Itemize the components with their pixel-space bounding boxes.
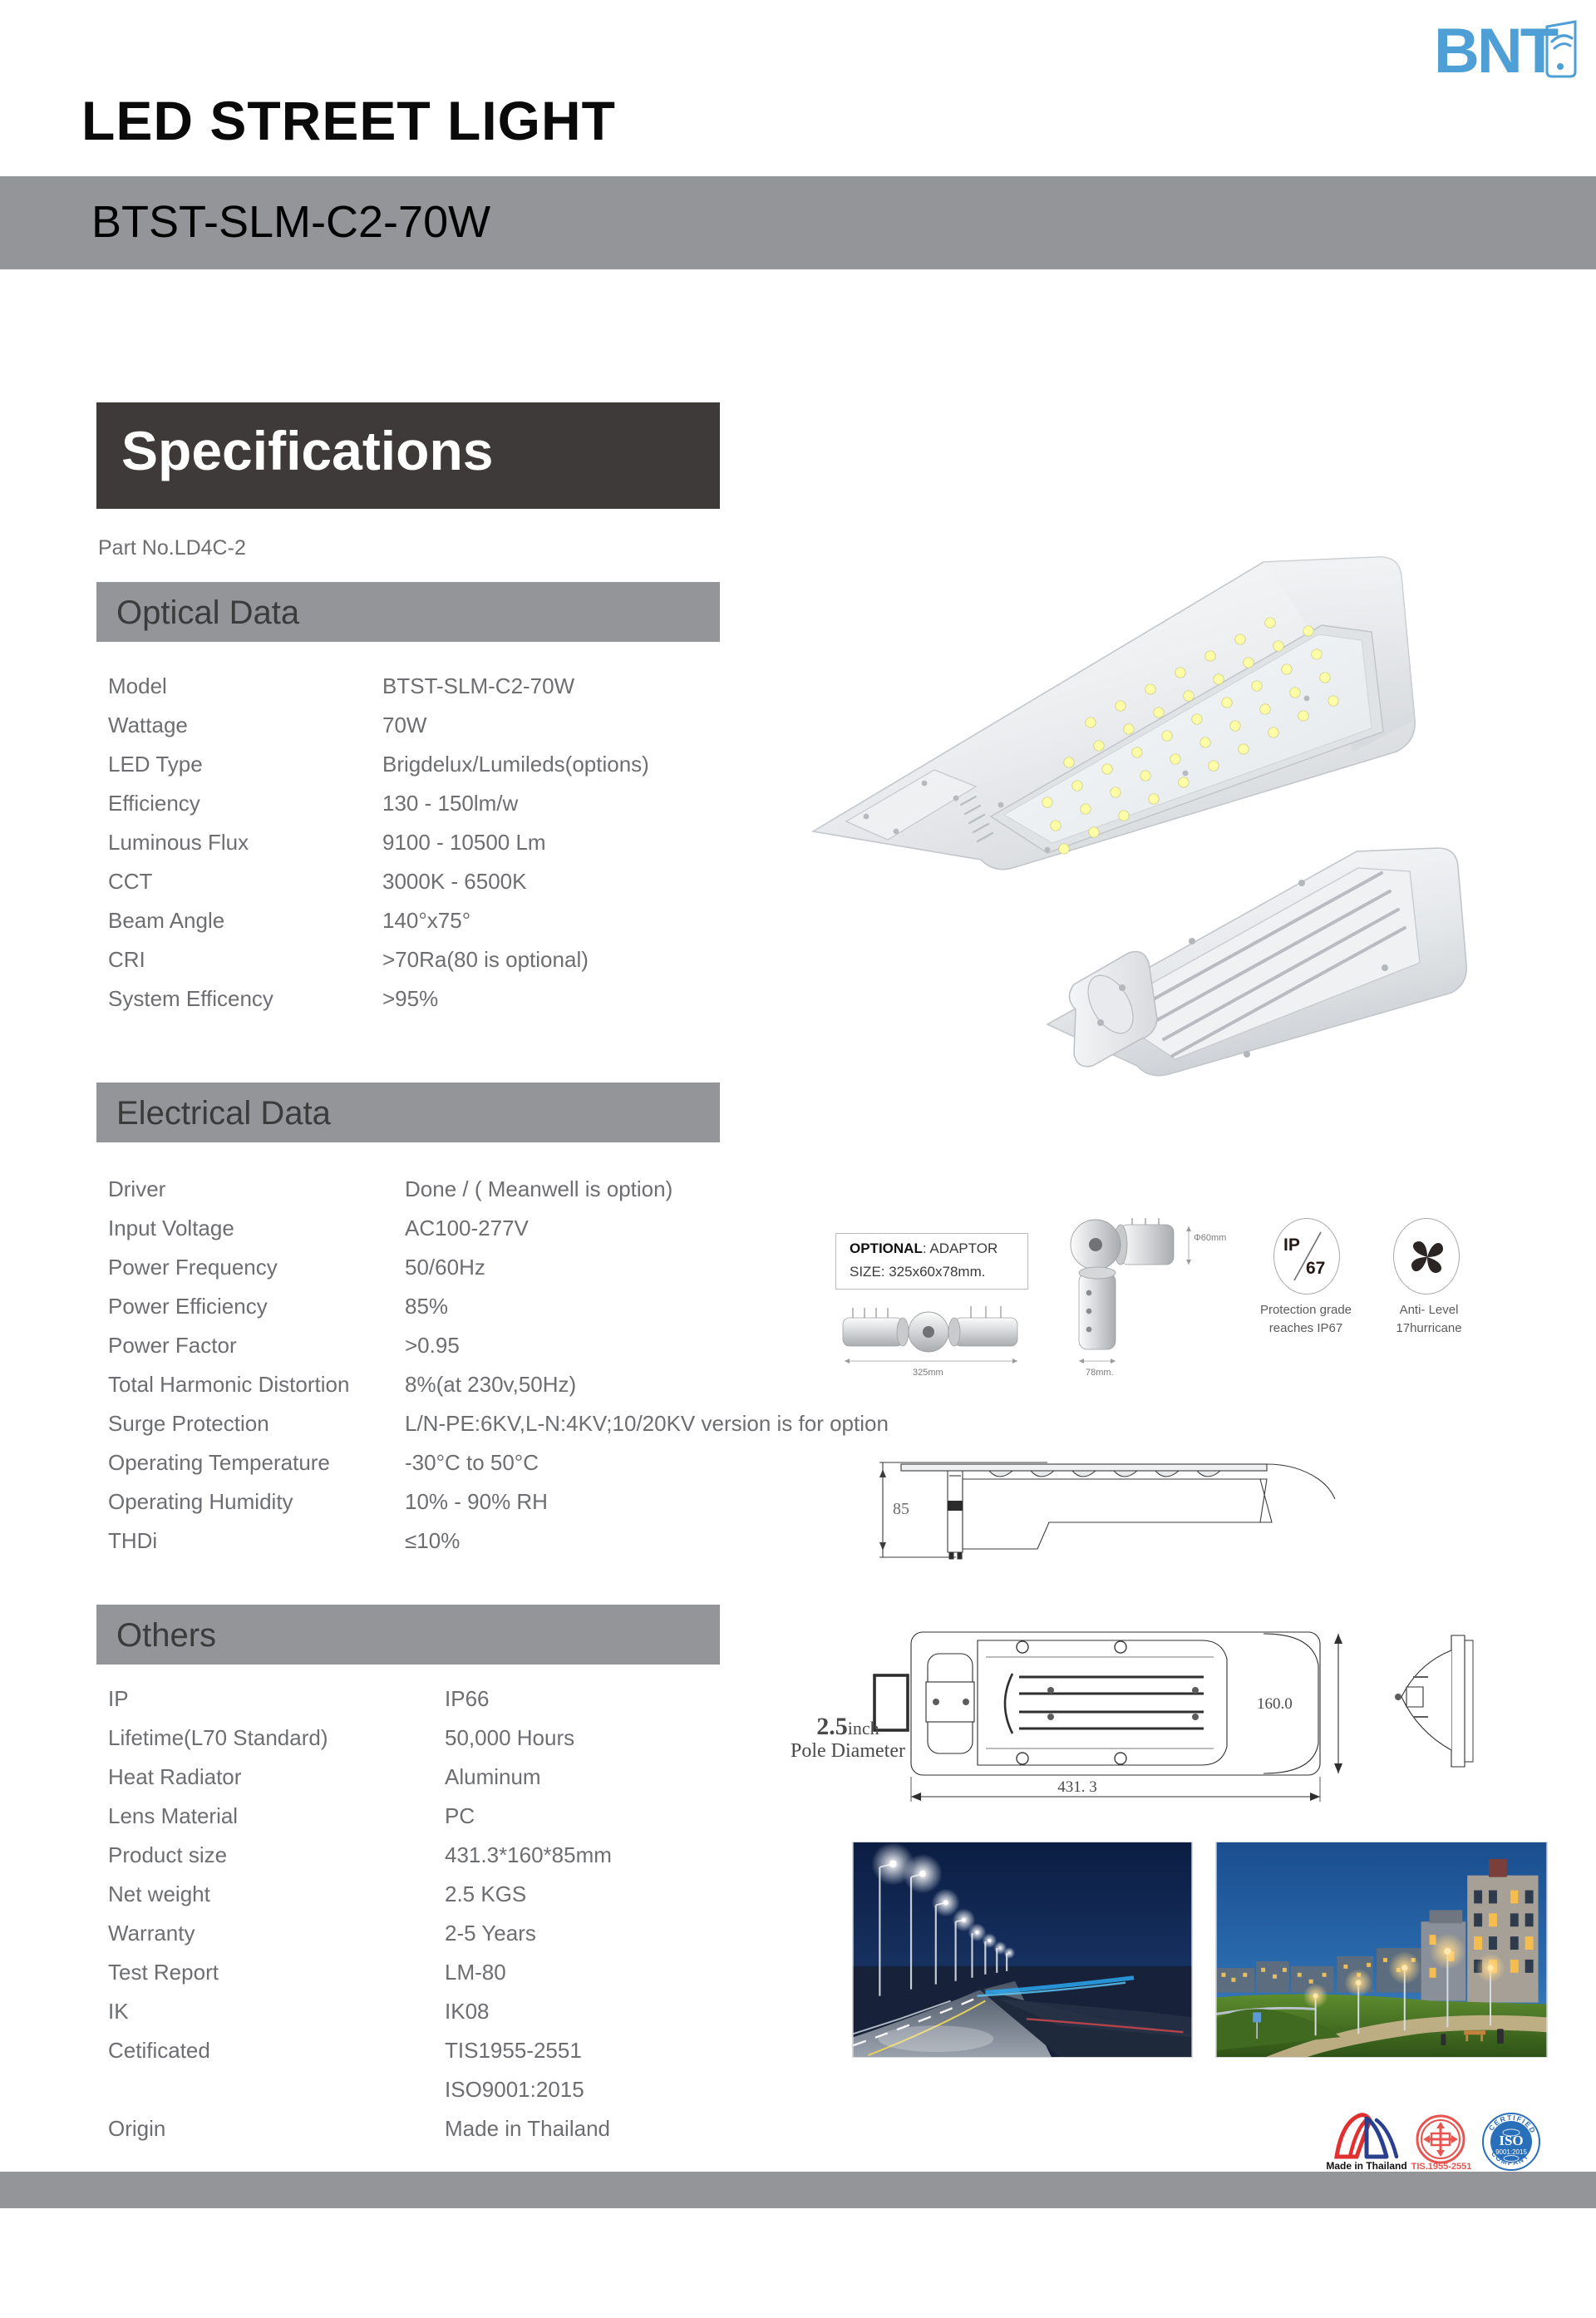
spec-key: Power Frequency bbox=[108, 1255, 278, 1280]
section-label-optical: Optical Data bbox=[116, 594, 300, 631]
spec-row bbox=[0, 1960, 831, 1999]
spec-value: 85% bbox=[405, 1294, 449, 1319]
fan-propeller-icon bbox=[1393, 1218, 1460, 1295]
spec-value: 50/60Hz bbox=[405, 1255, 485, 1280]
technical-drawing-side-elevation bbox=[856, 1451, 1521, 1576]
spec-value: 9100 - 10500 Lm bbox=[382, 830, 546, 855]
badge-hurricane-caption: Anti- Level 17hurricane bbox=[1396, 1303, 1462, 1335]
footer-bar bbox=[0, 2172, 1596, 2208]
spec-value: Aluminum bbox=[445, 1764, 541, 1789]
spec-row bbox=[0, 1489, 831, 1528]
spec-row bbox=[0, 830, 831, 869]
ip-rating-icon bbox=[1273, 1218, 1340, 1295]
side-height-dimension: 85 bbox=[893, 1500, 909, 1518]
spec-key: System Efficency bbox=[108, 986, 273, 1011]
optional-adaptor-block bbox=[831, 1210, 1513, 1376]
spec-value: Done / ( Meanwell is option) bbox=[405, 1176, 673, 1201]
spec-value: 130 - 150lm/w bbox=[382, 791, 519, 816]
pole-size-value: 2.5 bbox=[816, 1713, 848, 1740]
plan-width-dimension: 431. 3 bbox=[1057, 1778, 1097, 1796]
spec-key: Warranty bbox=[108, 1921, 195, 1946]
spec-value: L/N-PE:6KV,L-N:4KV;10/20KV version is for option bbox=[405, 1411, 889, 1436]
made-in-thailand-caption: Made in Thailand bbox=[1326, 2160, 1407, 2172]
badge-ip67-caption: Protection grade reaches IP67 bbox=[1259, 1303, 1352, 1335]
spec-key: Lifetime(L70 Standard) bbox=[108, 1725, 328, 1750]
spec-key: Efficiency bbox=[108, 791, 200, 816]
spec-value: ISO9001:2015 bbox=[445, 2077, 584, 2102]
spec-value: 431.3*160*85mm bbox=[445, 1842, 612, 1867]
spec-row bbox=[0, 1294, 831, 1333]
pole-diameter-label: Pole Diameter bbox=[791, 1740, 905, 1762]
spec-row bbox=[0, 986, 831, 1025]
spec-value: PC bbox=[445, 1803, 475, 1828]
optional-adaptor-size: SIZE: 325x60x78mm. bbox=[850, 1264, 986, 1280]
spec-key: Surge Protection bbox=[108, 1411, 269, 1436]
spec-key: Total Harmonic Distortion bbox=[108, 1372, 350, 1397]
spec-key: CCT bbox=[108, 869, 153, 894]
adaptor-drawing-vertical bbox=[1049, 1218, 1215, 1373]
adaptor-depth-dimension: 78mm. bbox=[1086, 1368, 1114, 1378]
spec-key: Product size bbox=[108, 1842, 228, 1867]
page-title: LED STREET LIGHT bbox=[81, 90, 616, 151]
spec-row bbox=[0, 1372, 831, 1411]
spec-key: Heat Radiator bbox=[108, 1764, 242, 1789]
highway-night-photo bbox=[852, 1842, 1193, 2058]
adaptor-length-dimension: 325mm bbox=[913, 1368, 943, 1378]
iso-caption-bottom: COMPANY bbox=[1490, 2149, 1531, 2168]
section-label-others: Others bbox=[116, 1617, 217, 1654]
pole-size-unit: inch bbox=[847, 1718, 879, 1738]
optional-value: : ADAPTOR bbox=[922, 1240, 998, 1256]
plan-depth-dimension: 160.0 bbox=[1257, 1695, 1293, 1713]
tis-standard-caption: TIS.1955-2551 bbox=[1411, 2162, 1472, 2172]
spec-row bbox=[0, 1803, 831, 1842]
spec-value: 3000K - 6500K bbox=[382, 869, 527, 894]
spec-key: THDi bbox=[108, 1528, 158, 1553]
spec-row bbox=[0, 1528, 831, 1567]
spec-row bbox=[0, 1176, 831, 1216]
spec-value: ≤10% bbox=[405, 1528, 461, 1553]
spec-row bbox=[0, 947, 831, 986]
made-in-thailand-logo bbox=[1326, 2112, 1407, 2172]
spec-row bbox=[0, 2116, 831, 2155]
spec-row bbox=[0, 2038, 831, 2077]
part-number: Part No.LD4C-2 bbox=[98, 536, 246, 560]
iso-certified-logo bbox=[1481, 2112, 1541, 2176]
spec-row bbox=[0, 1999, 831, 2038]
spec-row bbox=[0, 1450, 831, 1489]
spec-value: Made in Thailand bbox=[445, 2116, 610, 2141]
spec-value: >70Ra(80 is optional) bbox=[382, 947, 589, 972]
bnt-logo-wordmark: BNT bbox=[1434, 16, 1557, 86]
spec-key: IP bbox=[108, 1686, 129, 1711]
spec-key: Net weight bbox=[108, 1882, 210, 1906]
spec-value: -30°C to 50°C bbox=[405, 1450, 539, 1475]
spec-value: 2-5 Years bbox=[445, 1921, 536, 1946]
spec-row bbox=[0, 1686, 831, 1725]
spec-key: Input Voltage bbox=[108, 1216, 234, 1240]
spec-value: 8%(at 230v,50Hz) bbox=[405, 1372, 577, 1397]
model-number: BTST-SLM-C2-70W bbox=[91, 197, 491, 247]
residential-park-night-photo bbox=[1215, 1842, 1548, 2058]
spec-key: Model bbox=[108, 673, 167, 698]
spec-table-others bbox=[0, 1686, 831, 2155]
badge-ip67 bbox=[1259, 1218, 1352, 1335]
spec-key: Wattage bbox=[108, 713, 188, 737]
bnt-logo bbox=[1434, 15, 1575, 88]
spec-key: LED Type bbox=[108, 752, 203, 777]
optional-adaptor-callout bbox=[835, 1233, 1028, 1290]
ip-label: IP bbox=[1283, 1235, 1300, 1255]
spec-row bbox=[0, 2077, 831, 2116]
spec-row bbox=[0, 791, 831, 830]
spec-value: 70W bbox=[382, 713, 427, 737]
spec-row bbox=[0, 1921, 831, 1960]
specifications-title: Specifications bbox=[121, 420, 494, 481]
spec-value: >95% bbox=[382, 986, 439, 1011]
spec-table-optical bbox=[0, 673, 831, 1025]
spec-key: Operating Temperature bbox=[108, 1450, 330, 1475]
pole-diameter-callout bbox=[769, 1713, 927, 1763]
spec-value: 2.5 KGS bbox=[445, 1882, 527, 1906]
spec-row bbox=[0, 869, 831, 908]
spec-row bbox=[0, 1764, 831, 1803]
spec-row bbox=[0, 1882, 831, 1921]
spec-row bbox=[0, 908, 831, 947]
spec-value: 50,000 Hours bbox=[445, 1725, 575, 1750]
spec-row bbox=[0, 1725, 831, 1764]
spec-value: Brigdelux/Lumileds(options) bbox=[382, 752, 649, 777]
spec-key: Driver bbox=[108, 1176, 166, 1201]
signal-wave-icon bbox=[1544, 20, 1579, 78]
spec-row bbox=[0, 1255, 831, 1294]
spec-key: Cetificated bbox=[108, 2038, 210, 2063]
spec-row bbox=[0, 1333, 831, 1372]
spec-row bbox=[0, 713, 831, 752]
spec-row bbox=[0, 1216, 831, 1255]
product-render-back bbox=[1022, 831, 1521, 1081]
spec-value: IP66 bbox=[445, 1686, 490, 1711]
spec-key: IK bbox=[108, 1999, 129, 2024]
badge-hurricane bbox=[1393, 1218, 1462, 1335]
spec-key: CRI bbox=[108, 947, 145, 972]
product-render-front bbox=[798, 524, 1513, 873]
adaptor-diameter-dimension: Φ60mm bbox=[1194, 1233, 1227, 1243]
adaptor-drawing-horizontal bbox=[840, 1300, 1029, 1373]
spec-key: Beam Angle bbox=[108, 908, 225, 933]
spec-value: IK08 bbox=[445, 1999, 490, 2024]
iso-label: ISO bbox=[1499, 2133, 1524, 2148]
spec-value: BTST-SLM-C2-70W bbox=[382, 673, 575, 698]
spec-key: Origin bbox=[108, 2116, 166, 2141]
spec-row bbox=[0, 1411, 889, 1450]
spec-value: AC100-277V bbox=[405, 1216, 529, 1240]
iso-standard: 9001:2015 bbox=[1495, 2148, 1527, 2156]
tis-standard-logo bbox=[1411, 2113, 1472, 2172]
spec-key: Operating Humidity bbox=[108, 1489, 293, 1514]
spec-row bbox=[0, 1842, 831, 1882]
ip-value: 67 bbox=[1306, 1259, 1326, 1278]
section-label-electrical: Electrical Data bbox=[116, 1095, 331, 1132]
spec-value: LM-80 bbox=[445, 1960, 506, 1985]
spec-value: 10% - 90% RH bbox=[405, 1489, 548, 1514]
spec-value: TIS1955-2551 bbox=[445, 2038, 582, 2063]
spec-key: Lens Material bbox=[108, 1803, 239, 1828]
spec-value: >0.95 bbox=[405, 1333, 460, 1358]
spec-value: 140°x75° bbox=[382, 908, 471, 933]
spec-key: Test Report bbox=[108, 1960, 219, 1985]
spec-key: Power Factor bbox=[108, 1333, 237, 1358]
spec-row bbox=[0, 752, 831, 791]
spec-key: Power Efficiency bbox=[108, 1294, 268, 1319]
iso-caption-top: CERTIFIED bbox=[1486, 2113, 1538, 2136]
spec-key: Luminous Flux bbox=[108, 830, 249, 855]
optional-adaptor-line1 bbox=[850, 1240, 998, 1257]
spec-row bbox=[0, 673, 831, 713]
optional-label: OPTIONAL bbox=[850, 1240, 923, 1256]
